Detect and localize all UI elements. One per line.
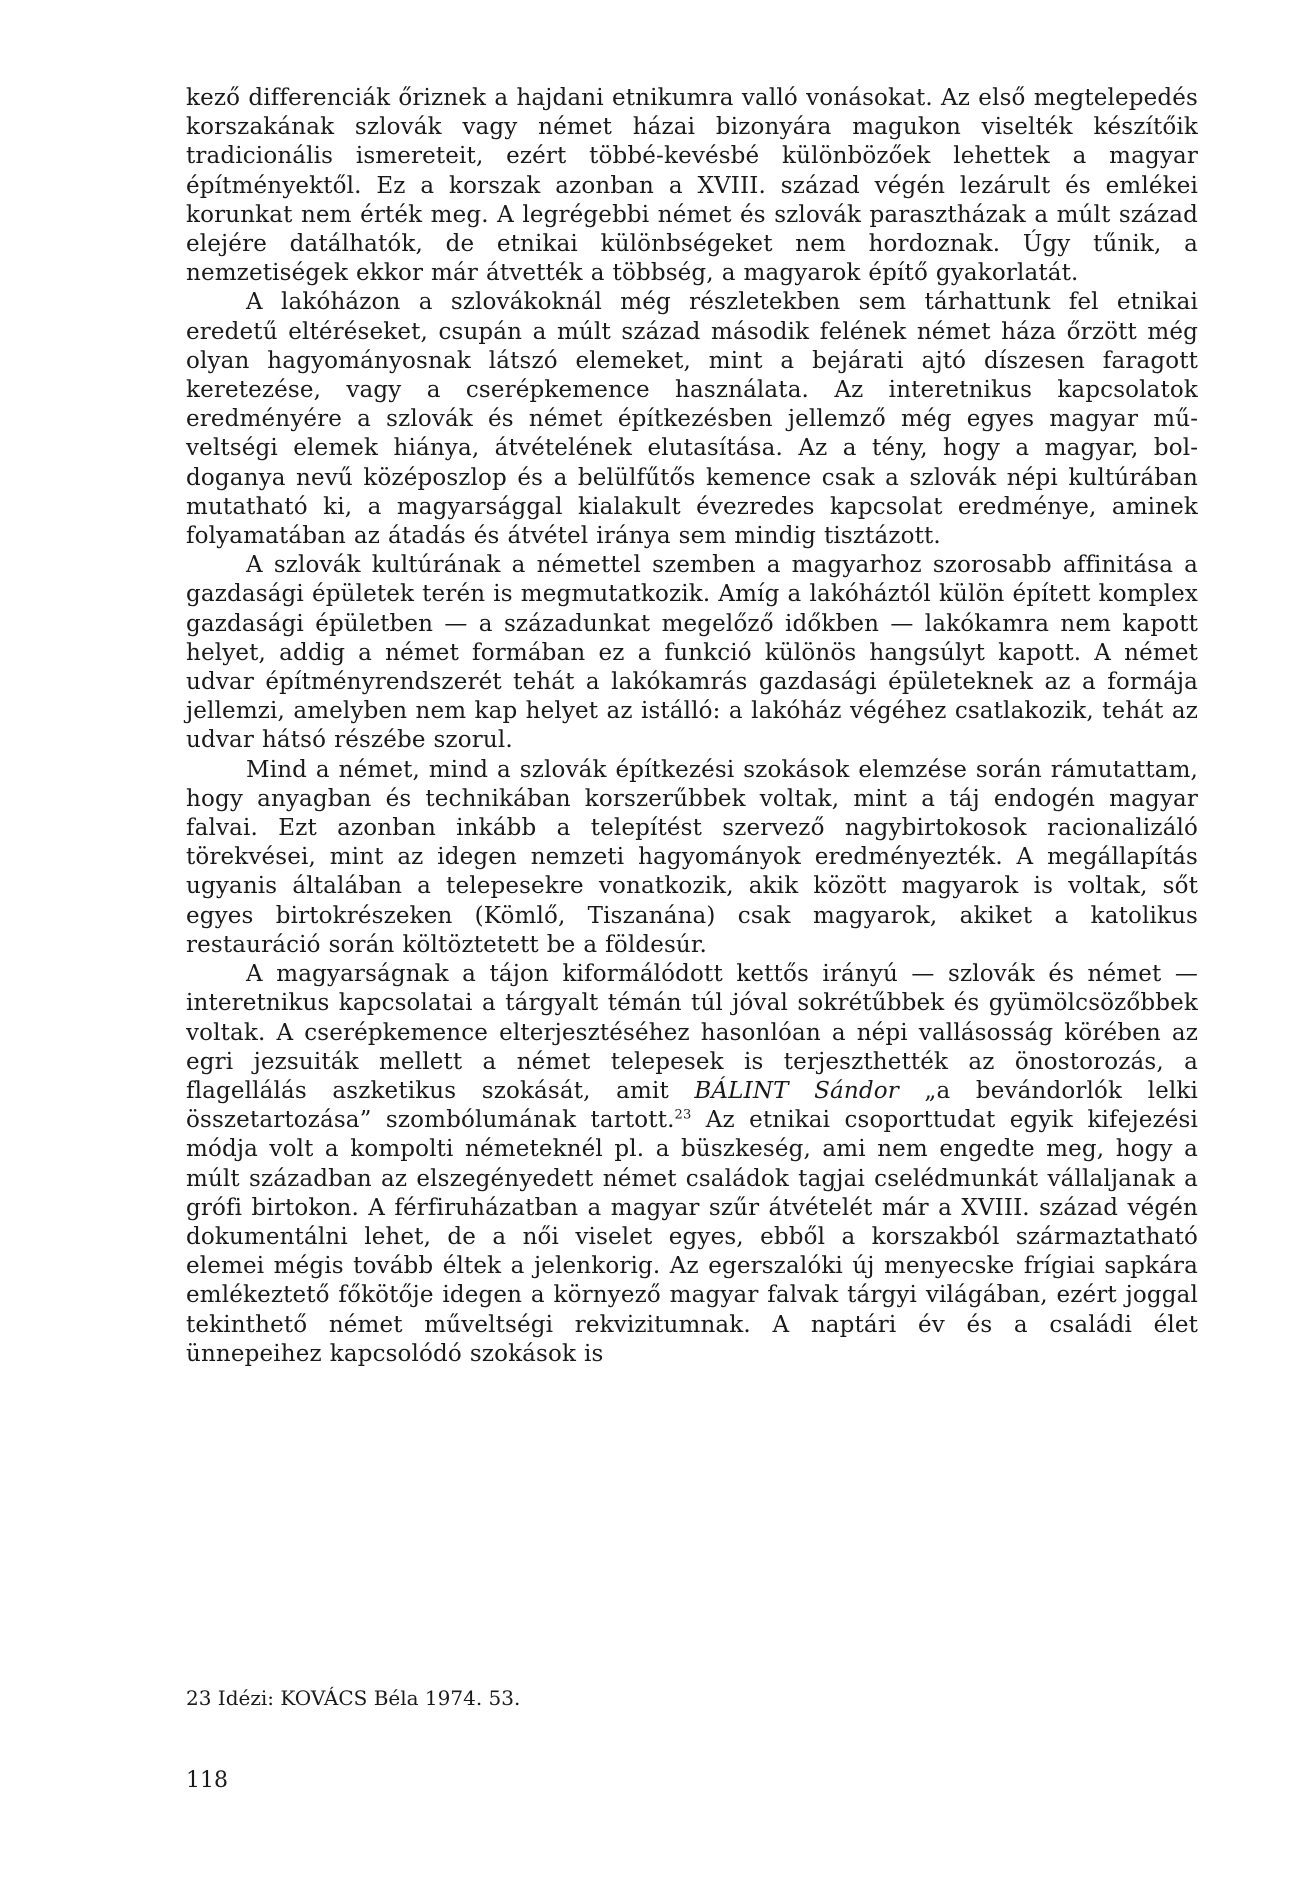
footnote: 23 Idézi: KOVÁCS Béla 1974. 53. (186, 1686, 521, 1710)
paragraph-5-part-3: Az etnikai csoporttudat egyik kifejezési módja volt a kompolti németeknél pl. a büszkeség, ami nem engedte meg, hogy a múlt században az elszegényedett német családok tagjai cselédmunkát vállaljanak a grófi birtokon. A férfiruházatban a magyar szűr átvételét már a XVIII. század végén dokumentálni lehet, de a női viselet egyes, ebből a korszakból származtatható elemei mégis tovább éltek a jelenkorig. Az egerszalóki új menyecske frígiai sapkára emlékeztető főkötője idegen a környező magyar falvak tárgyi világában, ezért joggal tekinthető német műveltségi rekvizitumnak. A naptári év és a családi élet ünnepeihez kapcsolódó szokások is (186, 1107, 1198, 1367)
paragraph-3: A szlovák kultúrának a némettel szemben a magyarhoz szorosabb affinitása a gazdasági épületek terén is megmutatkozik. Amíg a lakóháztól külön épített komplex gazdasági épületben — a századunkat megelőző időkben — lakókamra nem kapott helyet, addig a német formában ez a funkció különös hangsúlyt kapott. A német udvar építményrendszerét tehát a lakókamrás gazdasági épületeknek az a formája jellemzi, amelyben nem kap helyet az istálló: a lakóház végéhez csatlakozik, tehát az udvar hátsó részébe szorul. (186, 552, 1198, 754)
footnote-reference: 23 (674, 1107, 692, 1123)
paragraph-2: A lakóházon a szlovákoknál még részletekben sem tárhattunk fel etnikai eredetű eltéréseket, csupán a múlt század második felének német háza őrzött még olyan hagyományosnak látszó elemeket, mint a bejárati ajtó díszesen faragott keretezése, vagy a cserépkemence használata. Az interetnikus kapcsolatok eredményére a szlovák és német építkezésben jellemző még egyes magyar műveltségi elemek hiánya, átvételének elutasítása. Az a tény, hogy a magyar, boldoganya nevű középoszlop és a belülfűtős kemence csak a szlovák népi kultúrában mutatható ki, a magyarsággal kialakult évezredes kapcsolat eredménye, aminek folyamatában az átadás és átvétel iránya sem mindig tisztázott. (186, 289, 1198, 550)
paragraph-5-part-1: A magyarságnak a tájon kiformálódott kettős irányú — szlovák és német — interetnikus kapcsolatai a tárgyalt témán túl jóval sokrétűbbek és gyümölcsözőbbek voltak. A cserépkemence elterjesztéséhez hasonlóan a népi vallásosság körében az egri jezsuiták mellett a német telepesek is terjeszthették az önostorozás, a flagellálás aszketikus szokását, amit (186, 961, 1198, 1104)
paragraph-1: kező differenciák őriznek a hajdani etnikumra valló vonásokat. Az első megtelepedés korszakának szlovák vagy német házai bizonyára magukon viselték készítőik tradicionális ismereteit, ezért többé-kevésbé különbözőek lehettek a magyar építményektől. Ez a korszak azonban a XVIII. század végén lezárult és emlékei korunkat nem érték meg. A legrégebbi német és szlovák parasztházak a múlt század elejére datálhatók, de etnikai különbségeket nem hordoznak. Úgy tűnik, a nemzetiségek ekkor már átvették a többség, a magyarok építő gyakorlatát. (186, 85, 1198, 287)
body-text (186, 84, 1198, 1369)
paragraph-4: Mind a német, mind a szlovák építkezési szokások elemzése során rámutattam, hogy anyagban és technikában korszerűbbek voltak, mint a táj endogén magyar falvai. Ezt azonban inkább a telepítést szervező nagybirtokosok racionalizáló törekvései, mint az idegen nemzeti hagyományok eredményezték. A megállapítás ugyanis általában a telepesekre vonatkozik, akik között magyarok is voltak, sőt egyes birtokrészeken (Kömlő, Tiszanána) csak magyarok, akiket a katolikus restauráció során költöztetett be a földesúr. (186, 756, 1198, 958)
page-number: 118 (186, 1768, 228, 1793)
author-name-italic: BÁLINT Sándor (694, 1077, 899, 1104)
paragraph-5-part-2: „a bevándorlók lelki összetartozása” szombólumának tartott. (186, 1077, 1198, 1134)
paragraph-5 (186, 960, 1198, 1369)
